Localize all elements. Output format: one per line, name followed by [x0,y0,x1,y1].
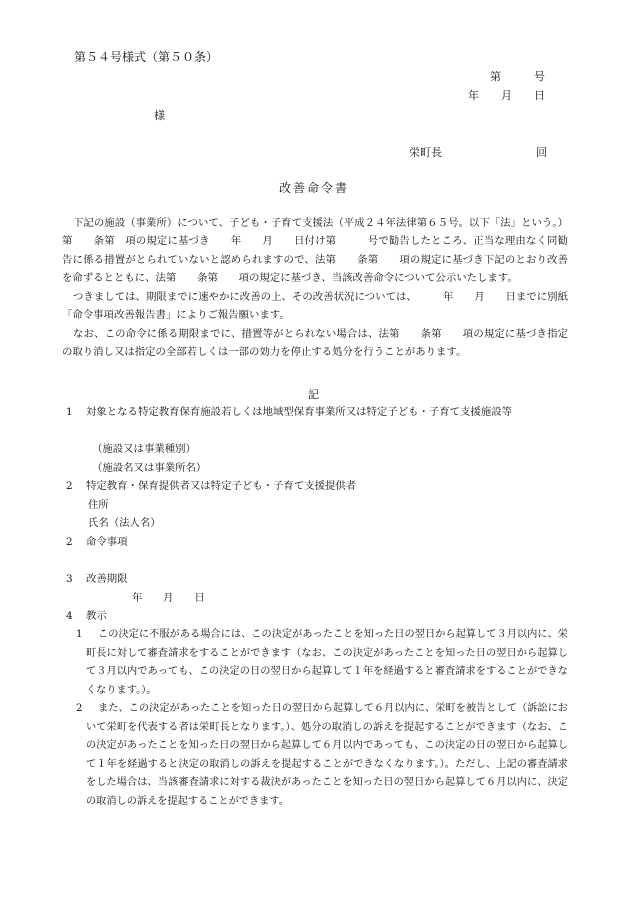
document-title: 改善命令書 [279,181,350,195]
item-1-facility-name: （施設名又は事業所名） [92,462,207,474]
item-3-text: 命令事項 [86,536,128,548]
item-2-address: 住所 [88,499,109,511]
item-5-number: 4 [66,610,73,622]
item-2-name: 氏名（法人名） [88,517,161,529]
form-number: 第５４号様式（第５０条） [74,50,219,64]
body-paragraph-2: つきましては、期限までに速やかに改善の上、その改善状況については、 年 月 日までに別紙「命令事項改善報告書」によりご報告願います。 [62,291,568,322]
item-4-text: 改善期限 [86,573,128,585]
appeal-item-2-number: 2 [76,703,83,714]
issue-date: 年 月 日 [468,89,545,102]
item-4-date: 年 月 日 [132,592,205,604]
ki-heading: 記 [308,388,319,401]
appeal-item-1-text: この決定に不服がある場合には、この決定があったことを知った日の翌日から起算して３月以内に、栄町長に対して審査請求をすることができます（なお、この決定があったことを知った日の翌日から起算して３月以内であっても、この決定の日の翌日から起算して１年を経過すると審査請求をすることができなくなります。）。 [86,629,568,696]
appeal-item-1-number: 1 [76,629,83,640]
item-4-number: 3 [66,573,73,585]
issuer-name: 栄町長 [409,146,442,159]
item-2-text: 特定教育・保育提供者又は特定子ども・子育て支援提供者 [86,480,357,492]
item-1-number: 1 [66,406,73,418]
body-paragraph-1: 下記の施設（事業所）について、子ども・子育て支援法（平成２４年法律第６５号。以下「法」という。）第 条第 項の規定に基づき 年 月 日付け第 号で勧告したところ、正当な理由なく同勧告に係る措置がとられていないと認められますので、法第 条第 項の規定に基づき下記のとおり改善を命ずるとともに、法第 条第 項の規定に基づき、当該改善命令について公示いたします。 [62,217,568,285]
item-2-number: 2 [66,480,73,492]
item-5-text: 教示 [86,610,107,622]
appeal-item-2-text: また、この決定があったことを知った日の翌日から起算して６月以内に、栄町を被告として（訴訟において栄町を代表する者は栄町長となります。）、処分の取消しの訴えを提起することができます（なお、この決定があったことを知った日の翌日から起算して６月以内であっても、この決定の日の翌日から起算して１年を経過すると決定の取消しの訴えを提起することができなくなります。）。ただし、上記の審査請求をした場合は、当該審査請求に対する裁決があったことを知った日の翌日から起算して６月以内に、決定の取消しの訴えを提起することができます。 [86,703,568,807]
appeal-item-1 [76,626,568,700]
body-paragraph-3: なお、この命令に係る期限までに、措置等がとられない場合は、法第 条第 項の規定に基づき指定の取り消し又は指定の全部若しくは一部の効力を停止する処分を行うことがあります。 [62,328,568,359]
item-1-text: 対象となる特定教育保育施設若しくは地域型保育事業所又は特定子ども・子育て支援施設等 [86,406,513,418]
item-3-number: 2 [66,536,73,548]
item-1-facility-type: （施設又は事業種別） [92,443,196,455]
seal-mark: 回 [536,146,547,159]
appeal-item-2 [76,700,568,812]
document-number: 第 号 [490,70,545,83]
recipient-suffix: 様 [154,109,165,122]
